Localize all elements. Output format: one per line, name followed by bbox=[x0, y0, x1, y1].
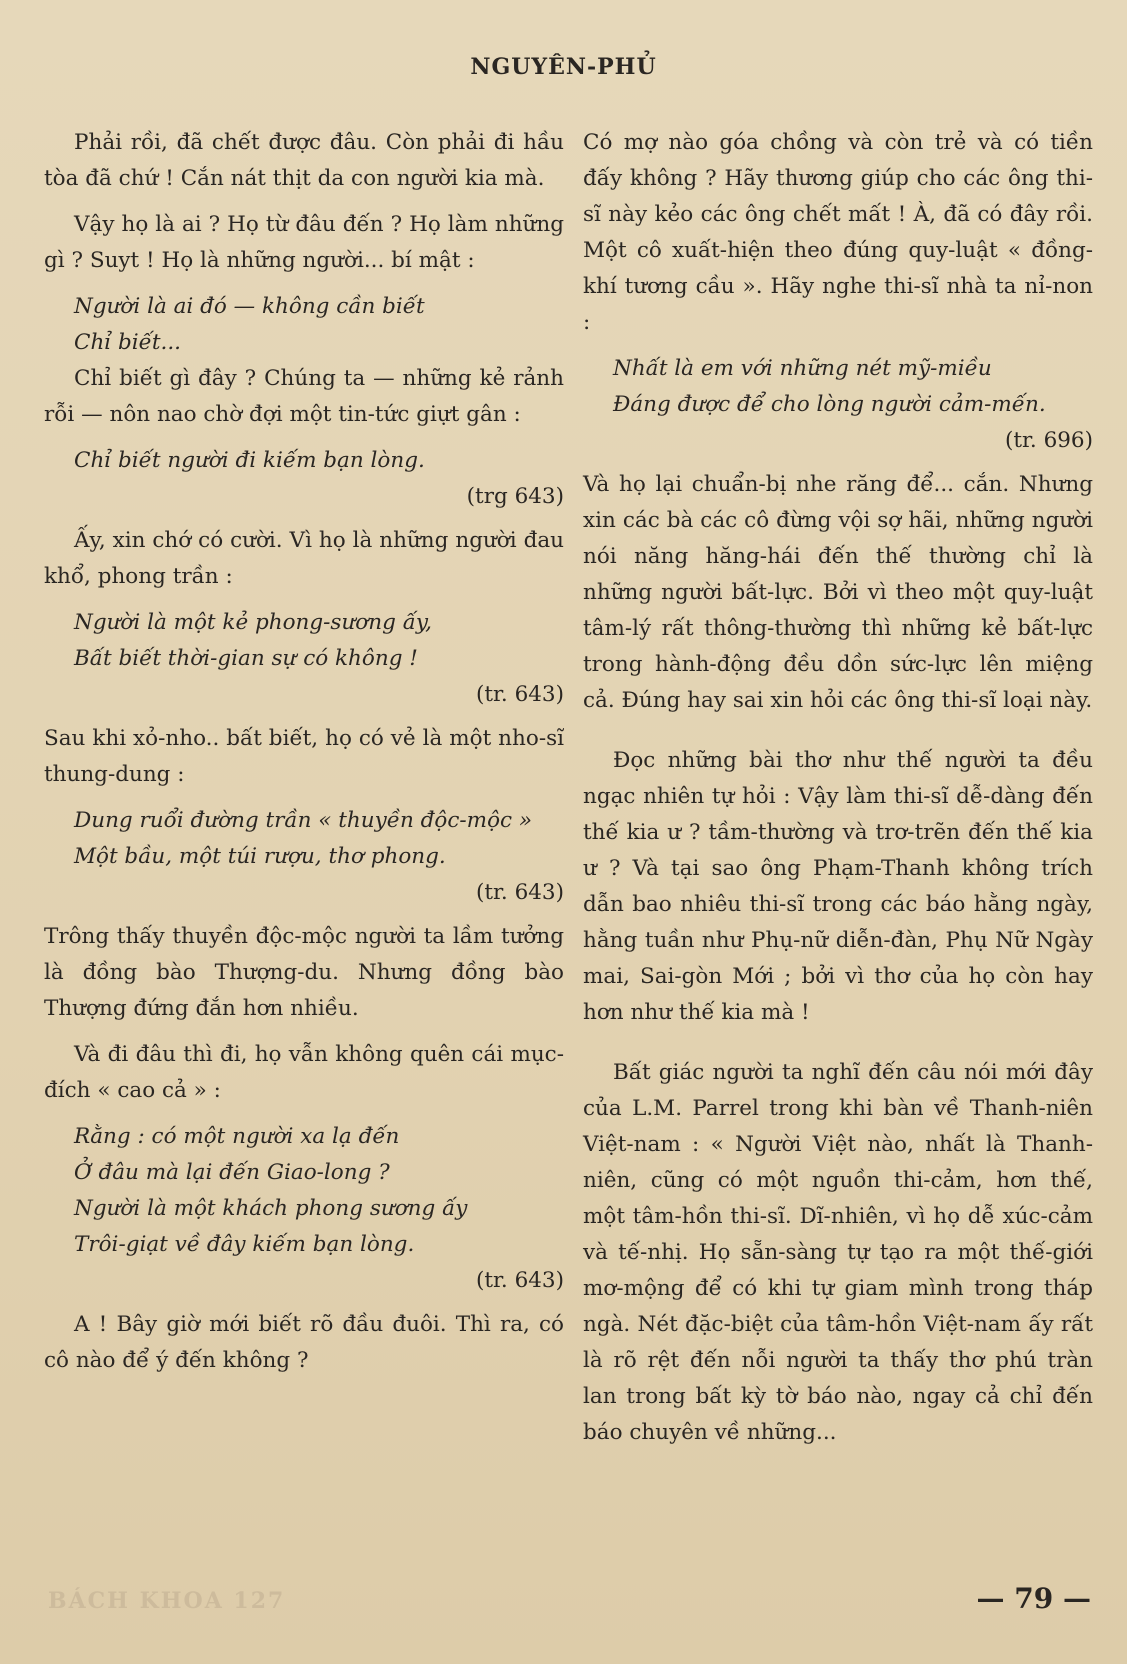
right-column bbox=[583, 125, 1093, 1461]
verse-quote bbox=[74, 1119, 564, 1299]
paragraph: A ! Bây giờ mới biết rõ đầu đuôi. Thì ra, có cô nào để ý đến không ? bbox=[44, 1312, 564, 1373]
verse-line: Dung ruổi đường trần « thuyền độc-mộc » bbox=[74, 808, 533, 833]
page-citation: (tr. 643) bbox=[475, 1268, 564, 1293]
verse-quote bbox=[74, 803, 564, 911]
verse-line: Người là một kẻ phong-sương ấy, bbox=[74, 610, 432, 635]
page-citation: (tr. 643) bbox=[475, 880, 564, 905]
verse-quote bbox=[613, 351, 1093, 459]
paragraph: Phải rồi, đã chết được đâu. Còn phải đi hầu tòa đã chứ ! Cắn nát thịt da con người kia mà. bbox=[44, 130, 564, 191]
paragraph: Đọc những bài thơ như thế người ta đều ngạc nhiên tự hỏi : Vậy làm thi-sĩ dễ-dàng đến thế kia ư ? tầm-thường và trơ-trẽn đến thế kia ư ? Và tại sao ông Phạm-Thanh không trích dẫn bao nhiêu thi-sĩ trong các báo hằng ngày, hằng tuần như Phụ-nữ diễn-đàn, Phụ Nữ Ngày mai, Sai-gòn Mới ; bởi vì thơ của họ còn hay hơn như thế kia mà ! bbox=[583, 748, 1093, 1025]
verse-line: Đáng được để cho lòng người cảm-mến. bbox=[613, 392, 1046, 417]
verse-quote bbox=[74, 289, 564, 361]
paragraph: Ấy, xin chớ có cười. Vì họ là những người đau khổ, phong trần : bbox=[44, 528, 564, 589]
verse-quote bbox=[74, 443, 564, 515]
paragraph: Và đi đâu thì đi, họ vẫn không quên cái mục-đích « cao cả » : bbox=[44, 1042, 564, 1103]
paragraph-gap bbox=[583, 729, 1093, 743]
verse-line: Nhất là em với những nét mỹ-miều bbox=[613, 356, 992, 381]
page-header: NGUYÊN-PHỦ bbox=[470, 54, 657, 80]
verse-line: Ở đâu mà lại đến Giao-long ? bbox=[74, 1160, 390, 1185]
page-number: — 79 — bbox=[976, 1582, 1091, 1615]
paragraph: Vậy họ là ai ? Họ từ đâu đến ? Họ làm những gì ? Suyt ! Họ là những người... bí mật : bbox=[44, 212, 564, 273]
verse-line: Bất biết thời-gian sự có không ! bbox=[74, 646, 418, 671]
verse-line: Chỉ biết... bbox=[74, 330, 182, 355]
verse-line: Trôi-giạt về đây kiếm bạn lòng. bbox=[74, 1232, 415, 1257]
paragraph-gap bbox=[583, 1041, 1093, 1055]
paragraph: Bất giác người ta nghĩ đến câu nói mới đây của L.M. Parrel trong khi bàn về Thanh-niên Việt-nam : « Người Việt nào, nhất là Thanh-niên, cũng có một nguồn thi-cảm, hơn thế, một tâm-hồn thi-sĩ. Dĩ-nhiên, vì họ dễ xúc-cảm và tế-nhị. Họ sẵn-sàng tự tạo ra một thế-giới mơ-mộng để có khi tự giam mình trong tháp ngà. Nét đặc-biệt của tâm-hồn Việt-nam ấy rất là rõ rệt đến nỗi người ta thấy thơ phú tràn lan trong bất kỳ tờ báo nào, ngay cả chỉ đến báo chuyên về những... bbox=[583, 1060, 1093, 1445]
verse-line: Rằng : có một người xa lạ đến bbox=[74, 1124, 400, 1149]
footer-publication: BÁCH KHOA 127 bbox=[48, 1588, 286, 1614]
paragraph: Và họ lại chuẩn-bị nhe răng để... cắn. Nhưng xin các bà các cô đừng vội sợ hãi, những người nói năng hăng-hái đến thế thường chỉ là những người bất-lực. Bởi vì theo một quy-luật tâm-lý rất thông-thường thì những kẻ bất-lực trong hành-động đều dồn sức-lực lên miệng cả. Đúng hay sai xin hỏi các ông thi-sĩ loại này. bbox=[583, 472, 1093, 713]
page-citation: (trg 643) bbox=[466, 484, 564, 509]
paragraph: Chỉ biết gì đây ? Chúng ta — những kẻ rảnh rỗi — nôn nao chờ đợi một tin-tức giựt gân : bbox=[44, 366, 564, 427]
paragraph: Trông thấy thuyền độc-mộc người ta lầm tưởng là đồng bào Thượng-du. Nhưng đồng bào Thượng đứng đắn hơn nhiều. bbox=[44, 924, 564, 1021]
page-citation: (tr. 643) bbox=[475, 682, 564, 707]
verse-line: Người là một khách phong sương ấy bbox=[74, 1196, 468, 1221]
page-citation: (tr. 696) bbox=[1004, 428, 1093, 453]
verse-quote bbox=[74, 605, 564, 713]
verse-line: Chỉ biết người đi kiếm bạn lòng. bbox=[74, 448, 425, 473]
paragraph: Sau khi xỏ-nho.. bất biết, họ có vẻ là một nho-sĩ thung-dung : bbox=[44, 726, 564, 787]
verse-line: Một bầu, một túi rượu, thơ phong. bbox=[74, 844, 446, 869]
paragraph: Có mợ nào góa chồng và còn trẻ và có tiền đấy không ? Hãy thương giúp cho các ông thi-sĩ này kẻo các ông chết mất ! À, đã có đây rồi. Một cô xuất-hiện theo đúng quy-luật « đồng-khí tương cầu ». Hãy nghe thi-sĩ nhà ta nỉ-non : bbox=[583, 130, 1093, 335]
verse-line: Người là ai đó — không cần biết bbox=[74, 294, 425, 319]
left-column bbox=[44, 125, 564, 1389]
